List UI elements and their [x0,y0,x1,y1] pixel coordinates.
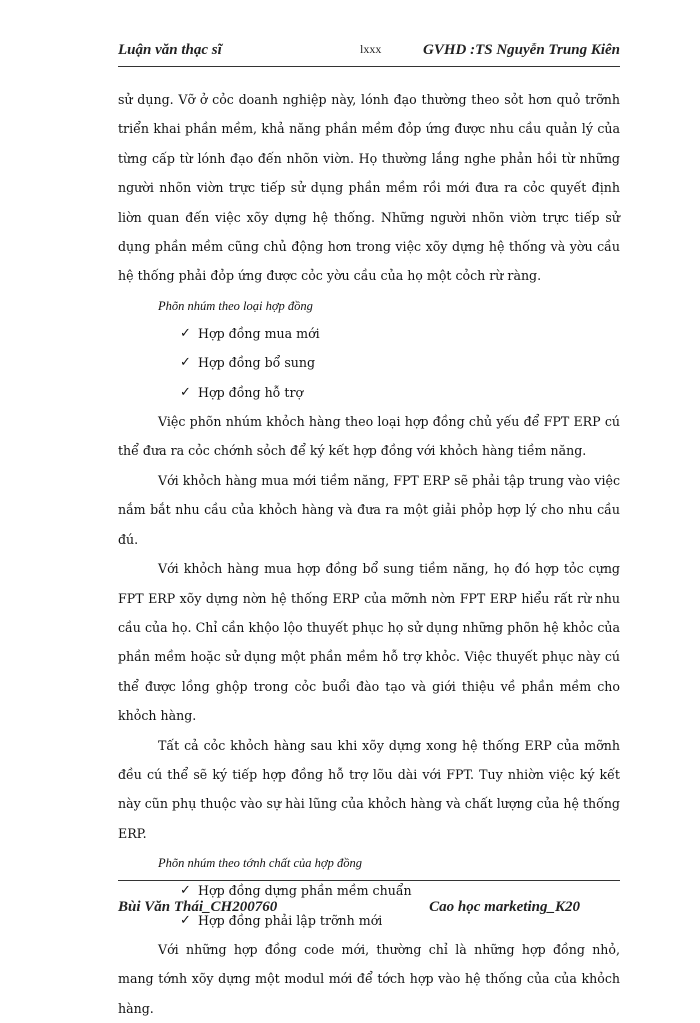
paragraph: Tất cả cỏc khỏch hàng sau khi xõy dựng xong hệ thống ERP của mỡnh đều cú thể sẽ ký tiếp hợp đồng hỗ trợ lõu dài với FPT. Tuy nhiờn việc ký kết này cũn phụ thuộc vào sự hài lũng của khỏch hàng và chất lượng của hệ thống ERP. [118,737,620,841]
list-item [118,319,620,348]
page-number: lxxx [360,42,382,56]
list-item-label: Hợp đồng hỗ trợ [198,384,304,400]
list-item [118,378,620,407]
paragraph: Việc phõn nhúm khỏch hàng theo loại hợp đồng chủ yếu để FPT ERP cú thể đưa ra cỏc chớnh sỏch để ký kết hợp đồng với khỏch hàng tiềm năng. [118,414,620,459]
list-item-label: Hợp đồng dựng phần mềm chuẩn [198,883,412,899]
check-icon: ✓ [180,912,191,928]
header-supervisor: GVHD :TS Nguyễn Trung Kiên [423,42,620,58]
page-header [118,42,620,66]
paragraph: sử dụng. Vỡ ở cỏc doanh nghiệp này, lónh đạo thường theo sỏt hơn quỏ trỡnh triển khai phần mềm, khả năng phần mềm đỏp ứng được nhu cầu quản lý của từng cấp từ lónh đạo đến nhõn viờn. Họ thường lắng nghe phản hồi từ những người nhõn viờn trực tiếp sử dụng phần mềm rồi mới đưa ra cỏc quyết định liờn quan đến việc xõy dựng hệ thống. Những người nhõn viờn trực tiếp sử dụng phần mềm cũng chủ động hơn trong việc xõy dựng hệ thống và yờu cầu hệ thống phải đỏp ứng được cỏc yờu cầu của họ một cỏch rừ ràng. [118,92,620,284]
check-icon: ✓ [180,384,191,400]
paragraph: Với những hợp đồng code mới, thường chỉ là những hợp đồng nhỏ, mang tớnh xõy dựng một modul mới để tớch hợp vào hệ thống của của khỏch hàng. [118,941,620,1016]
footer-program: Cao học marketing_K20 [429,899,580,915]
paragraph: Với khỏch hàng mua hợp đồng bổ sung tiềm năng, họ đó hợp tỏc cựng FPT ERP xõy dựng nờn hệ thống ERP của mỡnh nờn FPT ERP hiểu rất rừ nhu cầu của họ. Chỉ cần khộo lộo thuyết phục họ sử dụng những phõn hệ khỏc của phần mềm hoặc sử dụng một phần mềm hỗ trợ khỏc. Việc thuyết phục này cú thể được lồng ghộp trong cỏc buổi đào tạo và giới thiệu về phần mềm cho khỏch hàng. [118,561,620,724]
list-item-label: Hợp đồng phải lập trỡnh mới [198,912,383,928]
footer-author: Bùi Văn Thái_CH200760 [118,899,278,915]
page-footer [118,899,620,921]
section-heading: Phõn nhúm theo loại hợp đồng [158,298,313,313]
paragraph: Với khỏch hàng mua mới tiềm năng, FPT ERP sẽ phải tập trung vào việc nắm bắt nhu cầu của khỏch hàng và đưa ra một giải phỏp hợp lý cho nhu cầu đú. [118,472,620,547]
header-thesis-label: Luận văn thạc sĩ [118,42,222,58]
check-icon: ✓ [180,355,191,371]
check-icon: ✓ [180,325,191,341]
page-body [118,85,620,1023]
check-icon: ✓ [180,883,191,899]
list-item-label: Hợp đồng bổ sung [198,355,316,371]
list-item [118,348,620,377]
header-rule [118,66,620,67]
footer-rule [118,880,620,881]
contract-type-list [118,319,620,407]
list-item-label: Hợp đồng mua mới [198,325,320,341]
section-heading: Phõn nhúm theo tớnh chất của hợp đồng [158,856,362,871]
